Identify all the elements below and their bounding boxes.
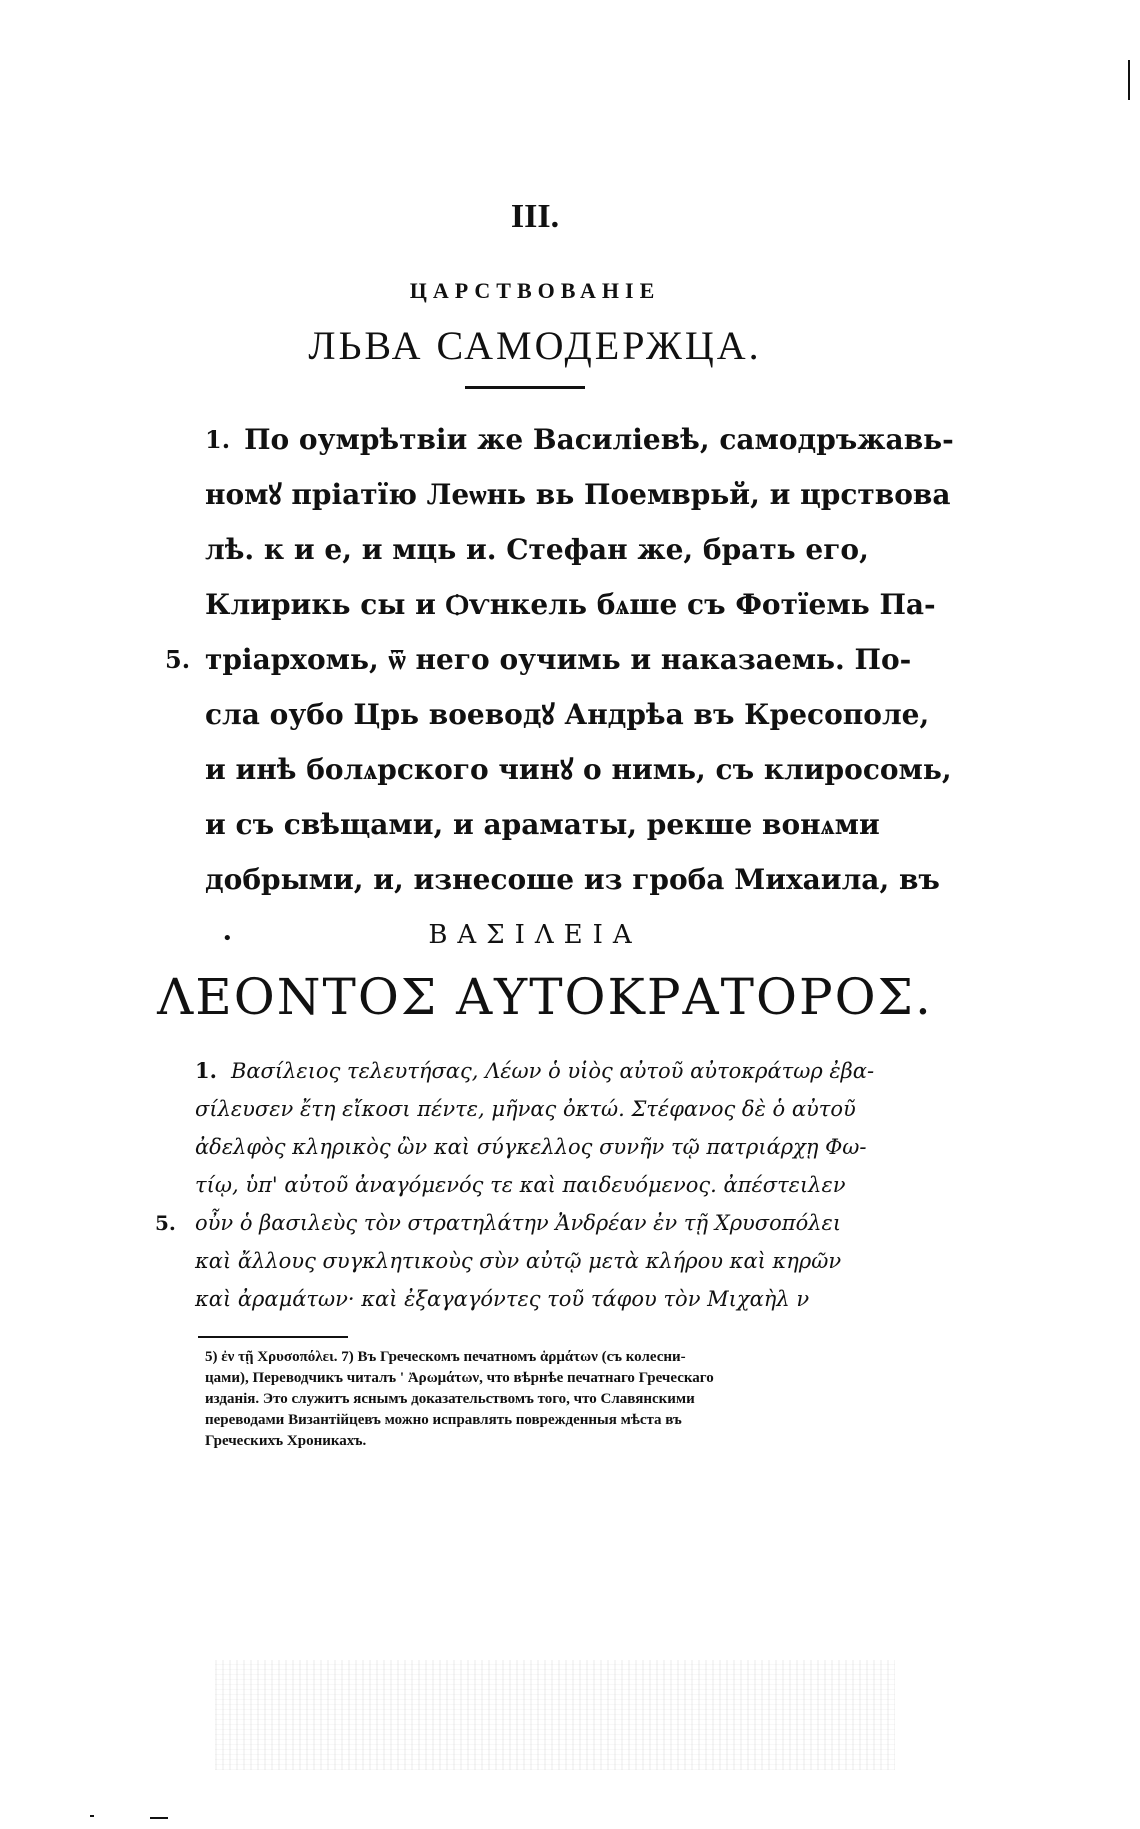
- footnote-line: цами), Переводчикъ читалъ ' Ἀρωμάτων, что вѣрнѣе печатнаго Греческаго: [205, 1370, 714, 1386]
- scan-speck: [1128, 60, 1130, 100]
- greek-line-text: Βασίλειος τελευτήσας, Λέων ὁ υἱὸς αὐτοῦ αὐτοκράτωρ ἐβα-: [230, 1059, 875, 1083]
- slavonic-line: [205, 852, 940, 907]
- greek-line: [195, 1052, 885, 1090]
- footnote-line: Греческихъ Хроникахъ.: [205, 1433, 367, 1449]
- greek-line-text: καὶ ἄλλους συγκλητικοὺς σὺν αὐτῷ μετὰ κλήρου καὶ κηρῶν: [195, 1249, 842, 1273]
- slavonic-line-text: номꙋ пріатїю Леѡнь вь Поемврьй, и црствова: [205, 478, 951, 511]
- slavonic-line-text: добрыми, и, изнесоше из гроба Михаила, въ: [205, 863, 940, 896]
- greek-line-text: ἀδελφὸς κληρικὸς ὢν καὶ σύγκελλος συνῆν τῷ πατριάρχῃ Φω-: [195, 1135, 867, 1159]
- margin-number: 5.: [165, 645, 191, 674]
- greek-line-text: καὶ ἀραμάτων· καὶ ἐξαγαγόντες τοῦ τάφου τὸν Μιχαὴλ ν: [195, 1287, 810, 1311]
- greek-line-text: σίλευσεν ἔτη εἴκοσι πέντε, μῆνας ὀκτώ. Στέφανος δὲ ὁ αὐτοῦ: [195, 1097, 856, 1121]
- greek-line: [195, 1090, 885, 1128]
- slavonic-line-text: сла оубо Црь воеводꙋ Андрѣа въ Кресополе,: [205, 698, 930, 731]
- slavonic-line-text: По оумрѣтвіи же Василіевѣ, самодръжавь-: [244, 423, 954, 456]
- margin-number: 1.: [195, 1058, 217, 1083]
- greek-line-text: οὖν ὁ βασιλεὺς τὸν στρατηλάτην Ἀνδρέαν ἐν τῇ Χρυσοπόλει: [195, 1211, 842, 1235]
- footnote-line: 5) ἐν τῇ Χρυσοπόλει. 7) Въ Греческомъ печатномъ ἁρμάτων (съ колесни-: [205, 1349, 686, 1365]
- slavonic-line: [205, 522, 895, 577]
- slavonic-line: [205, 412, 954, 467]
- footnote: [205, 1347, 885, 1452]
- slavonic-line: [165, 632, 912, 687]
- greek-line: [195, 1128, 885, 1166]
- greek-line: [195, 1242, 885, 1280]
- slavonic-line-text: и инѣ болѧрского чинꙋ о нимь, съ клиросомь,: [205, 753, 952, 786]
- footnote-line: изданія. Это служитъ яснымъ доказательствомъ того, что Славянскими: [205, 1391, 695, 1407]
- slavonic-heading: ЦАРСТВОВАНІЕ: [409, 278, 661, 303]
- slavonic-line-text: Клирикь сы и Ѻѵнкель бѧше съ Фотїемь Па-: [205, 588, 936, 621]
- greek-line: [195, 1280, 885, 1318]
- scan-speck: [150, 1817, 168, 1819]
- scan-artifact: [215, 1660, 895, 1770]
- slavonic-line: [205, 797, 895, 852]
- slavonic-line-text: лѣ. к и е, и мць и. Стефан же, брать его,: [205, 533, 869, 566]
- greek-text: [155, 1052, 885, 1318]
- speck-dot: •: [222, 928, 233, 949]
- footnote-divider: [198, 1336, 348, 1338]
- margin-number: 1.: [205, 425, 231, 454]
- slavonic-line-text: тріархомь, ѿ него оучимь и наказаемь. По-: [205, 643, 912, 676]
- slavonic-line: [205, 742, 952, 797]
- footnote-line: переводами Византійцевъ можно исправлять поврежденныя мѣста въ: [205, 1412, 682, 1428]
- margin-number: 5.: [155, 1211, 176, 1235]
- greek-heading: ΒΑΣΙΛΕΙΑ: [428, 920, 642, 950]
- scan-speck: [90, 1815, 94, 1817]
- slavonic-line: [205, 687, 930, 742]
- slavonic-line-text: и съ свѣщами, и араматы, рекше вонѧми: [205, 808, 880, 841]
- slavonic-line: [205, 577, 936, 632]
- greek-line-text: τίῳ, ὑπ' αὐτοῦ ἀναγόμενός τε καὶ παιδευόμενος. ἀπέστειλεν: [195, 1173, 846, 1197]
- slavonic-line: [205, 467, 951, 522]
- slavonic-text: [165, 412, 954, 907]
- section-number: III.: [510, 198, 560, 235]
- greek-title: ΛΕΟΝΤΟΣ ΑΥΤΟΚΡΑΤΟΡΟΣ.: [157, 968, 933, 1026]
- title-divider: [465, 386, 585, 389]
- slavonic-title: ЛЬВА САМОДЕРЖЦА.: [308, 323, 762, 368]
- greek-line: [155, 1204, 885, 1242]
- greek-line: [195, 1166, 885, 1204]
